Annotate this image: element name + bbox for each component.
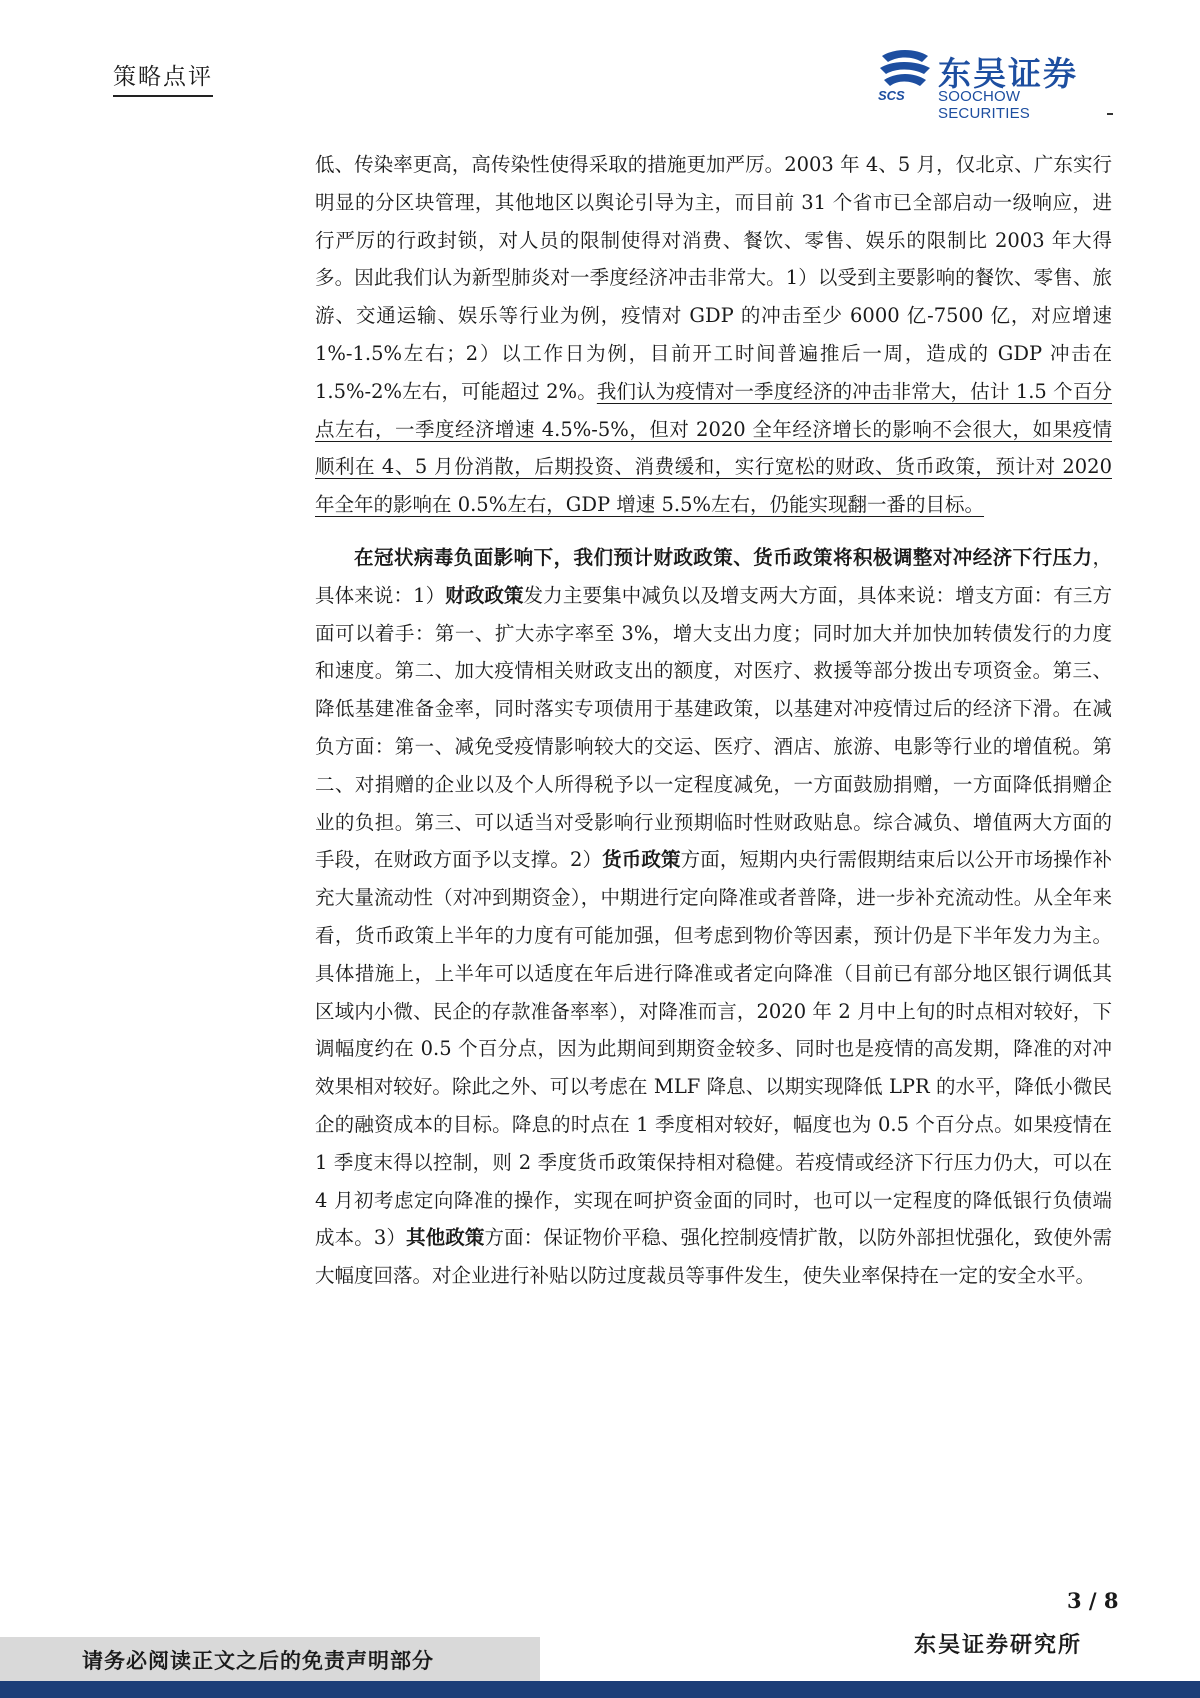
page-number: 3 / 8	[1067, 1588, 1119, 1613]
policy-text-3: 方面，短期内央行需假期结束后以公开市场操作补充大量流动性（对冲到期资金），中期进行定向降准或者普降，进一步补充流动性。从全年来看，货币政策上半年的力度有可能加强，但考虑到物价等因素，预计仍是下半年发力为主。具体措施上，上半年可以适度在年后进行降准或者定向降准（目前已有部分地区银行调低其区域内小微、民企的存款准备率率），对降准而言，2020 年 2 月中上旬的时点相对较好，下调幅度约在 0.5 个百分点，因为此期间到期资金较多、同时也是疫情的高发期，降准的对冲效果相对较好。除此之外、可以考虑在 MLF 降息、以期实现降低 LPR 的水平，降低小微民企的融资成本的目标。降息的时点在 1 季度相对较好，幅度也为 0.5 个百分点。如果疫情在 1 季度末得以控制，则 2 季度货币政策保持相对稳健。若疫情或经济下行压力仍大，可以在 4 月初考虑定向降准的操作，实现在呵护资金面的同时，也可以一定程度的降低银行负债端成本。3）	[315, 848, 1112, 1250]
paragraph-impact-text: 低、传染率更高，高传染性使得采取的措施更加严厉。2003 年 4、5 月，仅北京、广东实行明显的分区块管理，其他地区以舆论引导为主，而目前 31 个省市已全部启动一级响应，进行严厉的行政封锁，对人员的限制使得对消费、餐饮、零售、娱乐的限制比 2003 年大得多。因此我们认为新型肺炎对一季度经济冲击非常大。1）以受到主要影响的餐饮、零售、旅游、交通运输、娱乐等行业为例，疫情对 GDP 的冲击至少 6000 亿-7500 亿，对应增速 1%-1.5%左右；2）以工作日为例，目前开工时间普遍推后一周，造成的 GDP 冲击在 1.5%-2%左右，可能超过 2%。	[315, 153, 1112, 403]
soochow-logo-icon	[876, 48, 934, 90]
fiscal-policy-label: 财政政策	[445, 583, 524, 607]
logo-abbr: SCS	[878, 88, 905, 103]
other-policy-label: 其他政策	[405, 1226, 485, 1250]
policy-text-4: 方面：保证物价平稳、强化控制疫情扩散，以防外部担忧强化，致使外需大幅度回落。对企业进行补贴以防过度裁员等事件发生，使失业率保持在一定的安全水平。	[315, 1226, 1112, 1288]
footer-disclaimer-box	[0, 1637, 540, 1681]
company-logo	[876, 48, 1116, 122]
policy-text-1: ，具体来说：1）	[315, 545, 1112, 607]
footer-institute: 东吴证券研究所	[914, 1632, 1083, 1658]
footer-bar	[0, 1681, 1200, 1698]
policy-lead-bold: 在冠状病毒负面影响下，我们预计财政政策、货币政策将积极调整对冲经济下行压力	[354, 545, 1093, 569]
report-body	[315, 146, 1112, 1295]
paragraph-policy	[315, 539, 1112, 1295]
paragraph-impact-conclusion: 我们认为疫情对一季度经济的冲击非常大，估计 1.5 个百分点左右，一季度经济增速 4.5%-5%，但对 2020 全年经济增长的影响不会很大，如果疫情顺利在 4、5 月份消散，后期投资、消费缓和，实行宽松的财政、货币政策，预计对 2020 年全年的影响在 0.5%左右，GDP 增速 5.5%左右，仍能实现翻一番的目标。	[315, 379, 1112, 517]
paragraph-impact	[315, 146, 1112, 524]
header-divider-mark	[1107, 113, 1113, 115]
header-section-label: 策略点评	[113, 58, 213, 97]
monetary-policy-label: 货币政策	[602, 848, 681, 872]
logo-chinese-name: 东吴证券	[938, 54, 1078, 93]
policy-text-2: 发力主要集中减负以及增支两大方面，具体来说：增支方面：有三方面可以着手：第一、扩大赤字率至 3%，增大支出力度；同时加大并加快加转债发行的力度和速度。第二、加大疫情相关财政支出的额度，对医疗、救援等部分拨出专项资金。第三、降低基建准备金率，同时落实专项债用于基建政策，以基建对冲疫情过后的经济下滑。在减负方面：第一、减免受疫情影响较大的交运、医疗、酒店、旅游、电影等行业的增值税。第二、对捐赠的企业以及个人所得税予以一定程度减免，一方面鼓励捐赠，一方面降低捐赠企业的负担。第三、可以适当对受影响行业预期临时性财政贴息。综合减负、增值两大方面的手段，在财政方面予以支撑。2）	[315, 583, 1112, 872]
logo-english-name: SOOCHOW SECURITIES	[938, 88, 1031, 122]
footer-disclaimer: 请务必阅读正文之后的免责声明部分	[82, 1648, 434, 1673]
